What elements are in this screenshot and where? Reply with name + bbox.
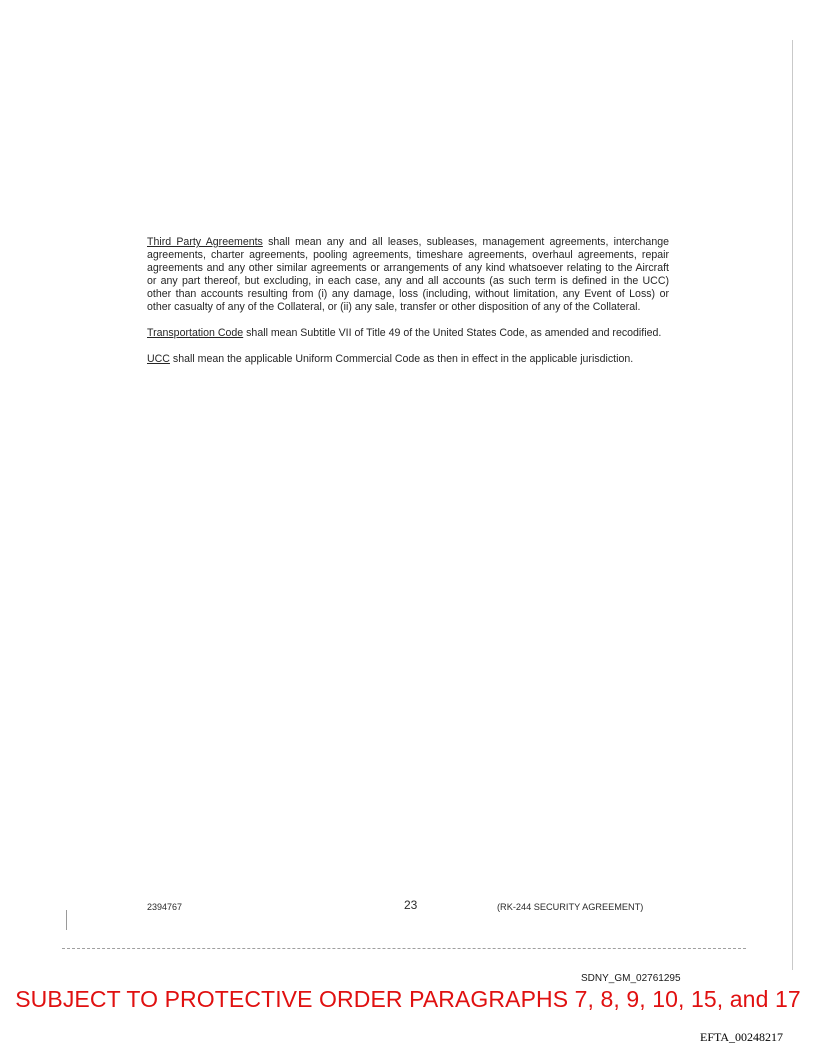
definition-ucc bbox=[147, 353, 669, 366]
defined-term: Transportation Code bbox=[147, 327, 244, 339]
definition-transportation-code bbox=[147, 327, 669, 340]
definition-text: shall mean the applicable Uniform Commercial Code as then in effect in the applicable jurisdiction. bbox=[169, 353, 634, 365]
footer-doc-title: (RK-244 SECURITY AGREEMENT) bbox=[497, 902, 644, 912]
definitions-section bbox=[147, 236, 669, 379]
scan-margin-mark bbox=[66, 910, 67, 930]
protective-order-stamp: SUBJECT TO PROTECTIVE ORDER PARAGRAPHS 7, 8, 9, 10, 15, and 17 bbox=[15, 986, 801, 1012]
defined-term: Third Party Agreements bbox=[147, 236, 263, 248]
definition-text: shall mean Subtitle VII of Title 49 of the United States Code, as amended and recodified. bbox=[243, 327, 662, 339]
bates-number: SDNY_GM_02761295 bbox=[581, 973, 681, 984]
efta-number: EFTA_00248217 bbox=[700, 1030, 784, 1044]
footer-page-number: 23 bbox=[404, 898, 418, 912]
footer-doc-number: 2394767 bbox=[147, 902, 183, 912]
scan-edge-line bbox=[792, 40, 793, 970]
definition-text: shall mean any and all leases, subleases, management agreements, interchange agreements, charter agreements, pooling agreements, timeshare agreements, overhaul agreements, repair agreements and any other similar agreements or arrangements of any kind whatsoever relating to the Aircraft or any part thereof, but excluding, in each case, any and all accounts (as such term is defined in the UCC) other than accounts resulting from (i) any damage, loss (including, without limitation, any Event of Loss) or other casualty of any of the Collateral, or (ii) any sale, transfer or other disposition of any of the Collateral. bbox=[147, 236, 670, 313]
definition-third-party-agreements bbox=[147, 236, 669, 314]
defined-term: UCC bbox=[147, 353, 170, 365]
page-bottom-rule bbox=[62, 948, 746, 949]
